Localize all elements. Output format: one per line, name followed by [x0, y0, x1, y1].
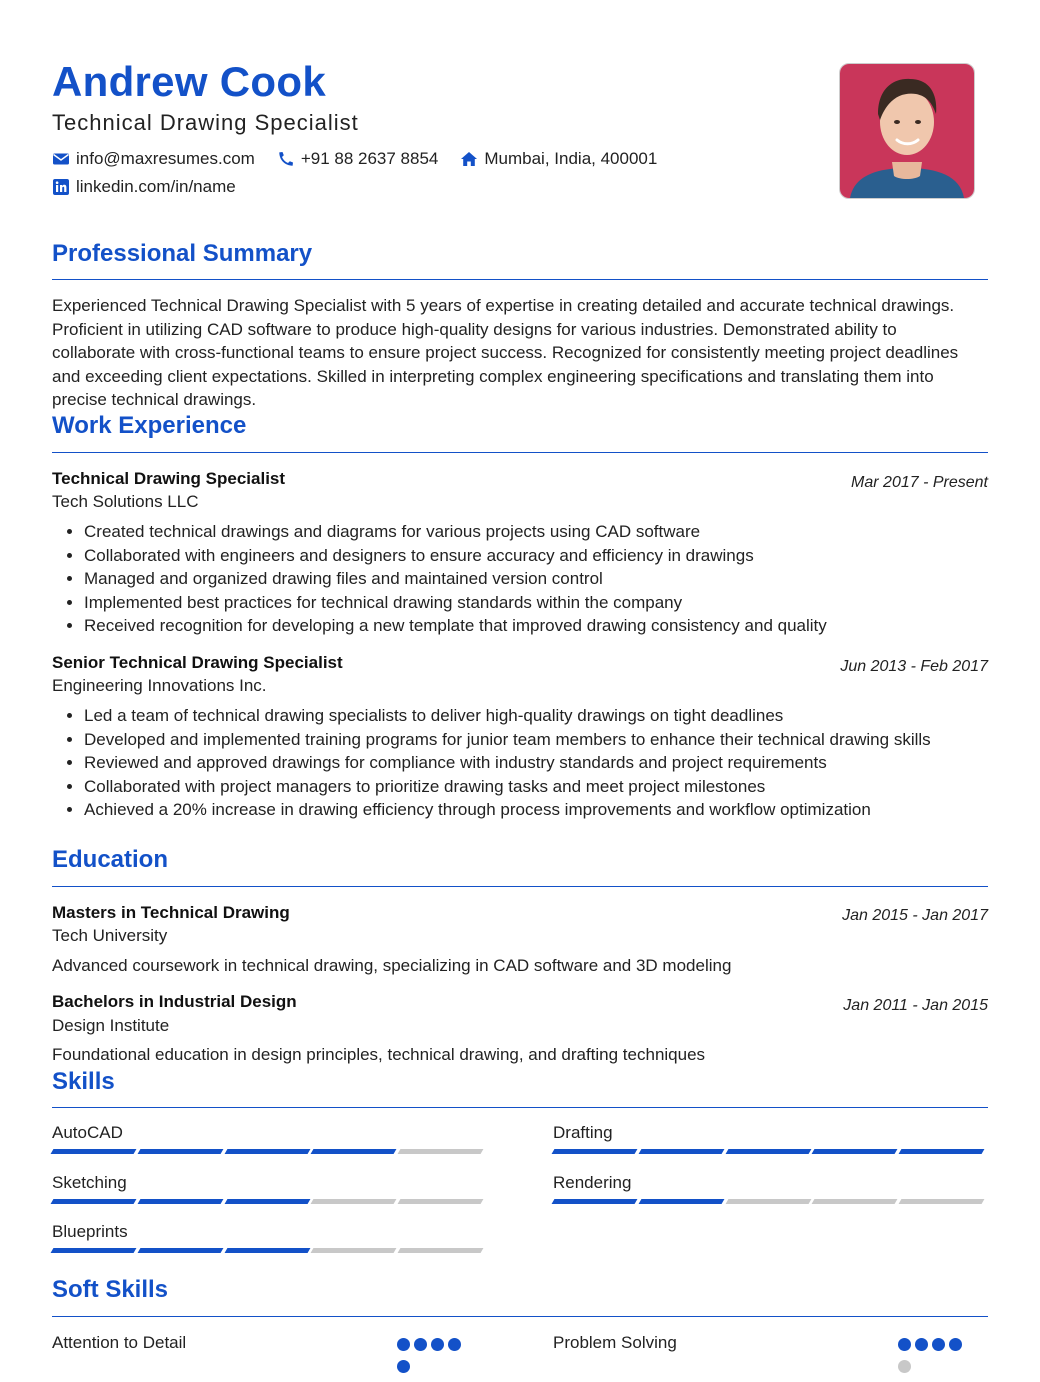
skill-item [52, 1222, 486, 1253]
skill-level-segment [51, 1199, 137, 1204]
edu-dates: Jan 2015 - Jan 2017 [842, 907, 988, 924]
skill-level-segment [398, 1199, 484, 1204]
soft-skill-item [553, 1333, 968, 1357]
soft-skill-dot [414, 1338, 427, 1351]
skill-item [52, 1173, 486, 1204]
skill-name: Rendering [553, 1173, 632, 1192]
candidate-name: Andrew Cook [52, 58, 326, 105]
skill-level-segment [552, 1199, 638, 1204]
edu-degree: Masters in Technical Drawing [52, 903, 290, 922]
skill-level-segment [311, 1149, 397, 1154]
job-dates: Jun 2013 - Feb 2017 [840, 658, 988, 675]
edu-description: Advanced coursework in technical drawing, specializing in CAD software and 3D modeling [52, 956, 732, 975]
soft-skill-dot [949, 1338, 962, 1351]
skill-level-segment [899, 1199, 985, 1204]
soft-skill-dot [448, 1338, 461, 1351]
skill-level-segment [725, 1199, 811, 1204]
skill-name: Blueprints [52, 1222, 128, 1241]
soft-skill-dot [431, 1338, 444, 1351]
skill-level-segment [137, 1149, 223, 1154]
skill-level-segment [899, 1149, 985, 1154]
soft-skill-name: Attention to Detail [52, 1333, 187, 1352]
home-icon [460, 150, 478, 168]
job-bullet: • Received recognition for developing a new template that improved drawing consistency and quality [84, 614, 984, 638]
soft-skill-dot [915, 1338, 928, 1351]
skill-level-segment [51, 1248, 137, 1253]
job-title: Technical Drawing Specialist [52, 469, 286, 488]
education-divider [52, 886, 988, 887]
skill-level-segment [137, 1199, 223, 1204]
skill-level-segment [51, 1149, 137, 1154]
email-text: info@maxresumes.com [76, 149, 255, 168]
edu-school: Tech University [52, 926, 168, 945]
skill-item [52, 1123, 486, 1154]
location-text: Mumbai, India, 400001 [484, 149, 658, 168]
phone-text: +91 88 2637 8854 [300, 149, 439, 168]
skills-heading: Skills [52, 1068, 115, 1095]
contact-linkedin [52, 177, 236, 197]
skill-name: AutoCAD [52, 1123, 123, 1142]
skill-level-segment [812, 1149, 898, 1154]
skill-level-segment [224, 1149, 310, 1154]
job-bullet: • Managed and organized drawing files and maintained version control [84, 567, 984, 591]
soft-skills-divider [52, 1316, 988, 1317]
skill-level-segment [725, 1149, 811, 1154]
job-bullet: • Collaborated with project managers to prioritize drawing tasks and meet project milestones [84, 775, 984, 799]
skill-level-bar [52, 1199, 486, 1204]
job-bullet: • Implemented best practices for technical drawing standards within the company [84, 591, 984, 615]
contact-phone [277, 149, 439, 169]
soft-skill-dot [932, 1338, 945, 1351]
skill-item [553, 1123, 987, 1154]
skill-level-segment [224, 1199, 310, 1204]
phone-icon [277, 150, 295, 168]
skill-level-bar [553, 1199, 987, 1204]
linkedin-icon [52, 178, 70, 196]
soft-skills-heading: Soft Skills [52, 1276, 169, 1303]
skill-level-bar [52, 1149, 486, 1154]
experience-heading: Work Experience [52, 412, 247, 439]
experience-divider [52, 452, 988, 453]
job-bullet: • Achieved a 20% increase in drawing efficiency through process improvements and workflow optimization [84, 798, 984, 822]
summary-heading: Professional Summary [52, 240, 313, 267]
skill-level-segment [812, 1199, 898, 1204]
summary-text: Experienced Technical Drawing Specialist with 5 years of expertise in creating detailed and accurate technical drawings. Proficient in utilizing CAD software to produce high-quality designs for various industries. Demonstrated ability to collaborate with cross-functional teams to ensure project success. Recognized for consistently meeting project deadlines and exceeding client expectations. Skilled in interpreting complex engineering specifications and translating them into precise technical drawings. [52, 296, 959, 409]
job-bullet: • Led a team of technical drawing specialists to deliver high-quality drawings on tight deadlines [84, 704, 984, 728]
soft-skill-dot [397, 1360, 410, 1373]
contact-location [460, 149, 657, 169]
edu-description: Foundational education in design principles, technical drawing, and drafting techniques [52, 1045, 706, 1064]
contact-row-2 [52, 177, 258, 197]
candidate-title: Technical Drawing Specialist [52, 110, 359, 135]
skill-level-segment [224, 1248, 310, 1253]
soft-skill-name: Problem Solving [553, 1333, 677, 1352]
soft-skill-dots [397, 1338, 467, 1382]
skill-level-segment [552, 1149, 638, 1154]
skill-level-segment [638, 1199, 724, 1204]
job-company: Engineering Innovations Inc. [52, 676, 267, 695]
job-title: Senior Technical Drawing Specialist [52, 653, 343, 672]
skill-level-segment [137, 1248, 223, 1253]
job-bullets [52, 704, 984, 822]
skill-level-segment [398, 1248, 484, 1253]
skill-level-segment [398, 1149, 484, 1154]
skill-level-segment [311, 1199, 397, 1204]
envelope-icon [52, 150, 70, 168]
avatar [840, 64, 974, 198]
education-heading: Education [52, 846, 169, 873]
skill-name: Drafting [553, 1123, 613, 1142]
skills-divider [52, 1107, 988, 1108]
contact-email [52, 149, 255, 169]
job-bullet: • Created technical drawings and diagrams for various projects using CAD software [84, 520, 984, 544]
job-company: Tech Solutions LLC [52, 492, 199, 511]
soft-skill-dots [898, 1338, 968, 1382]
edu-degree: Bachelors in Industrial Design [52, 992, 297, 1011]
contact-row-1 [52, 149, 679, 169]
profile-photo [839, 63, 975, 199]
summary-divider [52, 279, 988, 280]
soft-skill-dot [898, 1360, 911, 1373]
skill-level-segment [311, 1248, 397, 1253]
job-bullet: • Reviewed and approved drawings for compliance with industry standards and project requirements [84, 751, 984, 775]
job-bullet: • Developed and implemented training programs for junior team members to enhance their technical drawing skills [84, 728, 984, 752]
soft-skill-dot [397, 1338, 410, 1351]
job-bullet: • Collaborated with engineers and designers to ensure accuracy and efficiency in drawings [84, 544, 984, 568]
skill-name: Sketching [52, 1173, 127, 1192]
job-dates: Mar 2017 - Present [851, 474, 988, 491]
linkedin-text: linkedin.com/in/name [76, 177, 236, 196]
skill-item [553, 1173, 987, 1204]
job-bullets [52, 520, 984, 638]
skill-level-bar [52, 1248, 486, 1253]
edu-dates: Jan 2011 - Jan 2015 [843, 997, 988, 1014]
soft-skill-dot [898, 1338, 911, 1351]
soft-skill-item [52, 1333, 467, 1357]
skill-level-segment [638, 1149, 724, 1154]
edu-school: Design Institute [52, 1016, 170, 1035]
skill-level-bar [553, 1149, 987, 1154]
